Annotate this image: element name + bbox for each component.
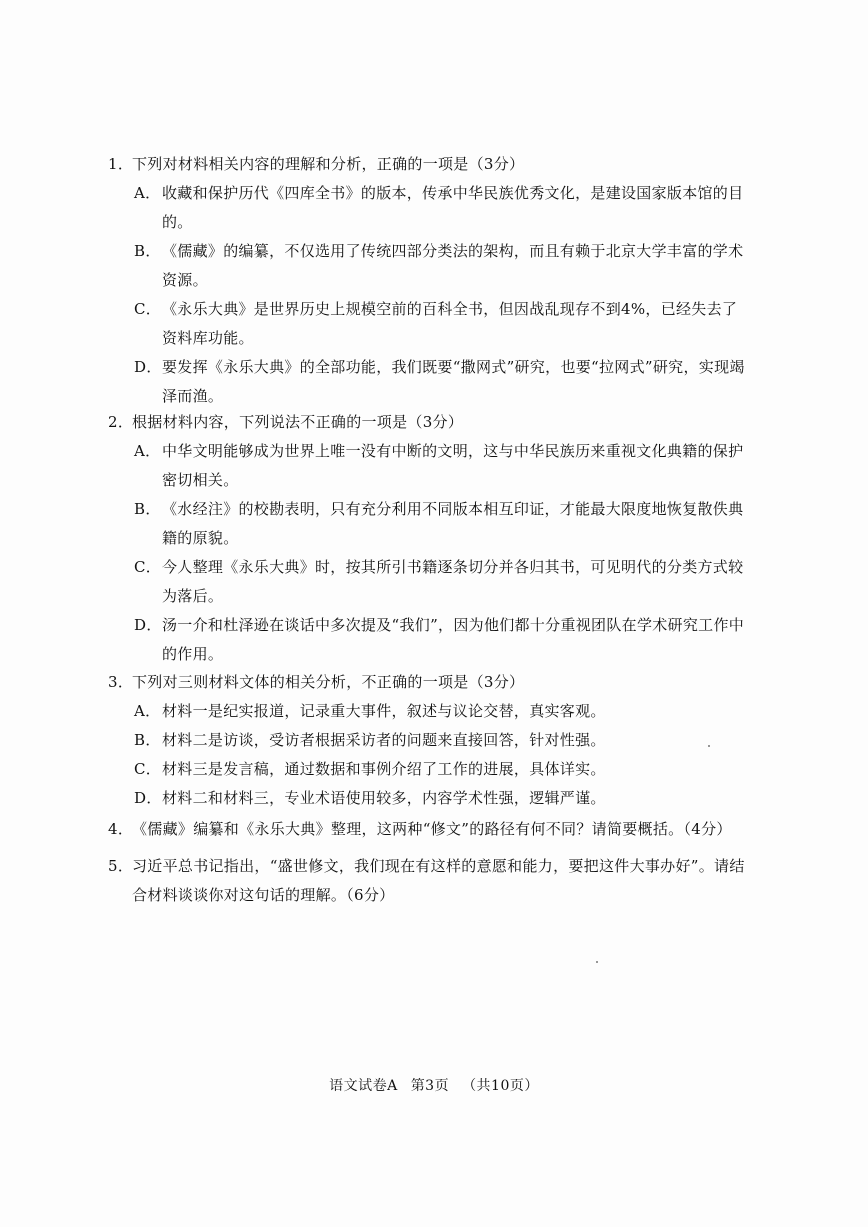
- page-total: （共10页）: [462, 1078, 539, 1094]
- page-footer: [0, 1075, 868, 1095]
- question-2-number: 2．: [108, 413, 134, 431]
- option-text: 材料三是发言稿，通过数据和事例介绍了工作的进展，具体详实。: [162, 760, 606, 778]
- question-3-option-a: [134, 697, 748, 726]
- question-2-option-d: [134, 611, 748, 669]
- question-1-number: 1．: [108, 155, 134, 173]
- option-letter: B．: [134, 731, 161, 749]
- question-1-option-a: [134, 179, 748, 237]
- page-number: 第3页: [410, 1078, 450, 1094]
- question-2-text: 根据材料内容，下列说法不正确的一项是（3分）: [132, 413, 464, 431]
- question-1-text: 下列对材料相关内容的理解和分析，正确的一项是（3分）: [132, 155, 525, 173]
- option-letter: D．: [134, 358, 162, 376]
- scan-speck: [596, 961, 598, 963]
- question-4: [108, 815, 748, 844]
- question-2-option-c: [134, 553, 748, 611]
- question-1-option-c: [134, 295, 748, 353]
- option-letter: A．: [134, 702, 161, 720]
- option-text: 材料二是访谈，受访者根据采访者的问题来直接回答，针对性强。: [162, 731, 606, 749]
- question-2: [108, 408, 748, 669]
- option-letter: D．: [134, 789, 162, 807]
- option-text: 材料二和材料三，专业术语使用较多，内容学术性强，逻辑严谨。: [162, 789, 606, 807]
- option-text: 中华文明能够成为世界上唯一没有中断的文明，这与中华民族历来重视文化典籍的保护密切相关。: [162, 442, 744, 489]
- question-2-option-a: [134, 437, 748, 495]
- option-letter: C．: [134, 760, 162, 778]
- question-3: [108, 668, 748, 813]
- question-3-stem: [108, 668, 748, 697]
- option-text: 汤一介和杜泽逊在谈话中多次提及“我们”，因为他们都十分重视团队在学术研究工作中的作用。: [162, 616, 745, 663]
- option-text: 材料一是纪实报道，记录重大事件，叙述与议论交替，真实客观。: [162, 702, 606, 720]
- scan-speck: [708, 745, 710, 747]
- question-3-option-c: [134, 755, 748, 784]
- option-text: 今人整理《永乐大典》时，按其所引书籍逐条切分并各归其书，可见明代的分类方式较为落后。: [162, 558, 744, 605]
- option-letter: A．: [134, 184, 161, 202]
- option-text: 要发挥《永乐大典》的全部功能，我们既要“撒网式”研究，也要“拉网式”研究，实现竭泽而渔。: [162, 358, 745, 405]
- question-1: [108, 150, 748, 411]
- option-letter: C．: [134, 300, 162, 318]
- question-1-stem: [108, 150, 748, 179]
- question-4-number: 4．: [108, 820, 134, 838]
- option-letter: D．: [134, 616, 162, 634]
- question-5-stem: [108, 852, 748, 910]
- option-text: 收藏和保护历代《四库全书》的版本，传承中华民族优秀文化，是建设国家版本馆的目的。: [162, 184, 744, 231]
- question-1-option-b: [134, 237, 748, 295]
- exam-title: 语文试卷A: [329, 1078, 398, 1094]
- question-3-text: 下列对三则材料文体的相关分析，不正确的一项是（3分）: [132, 673, 525, 691]
- question-2-stem: [108, 408, 748, 437]
- question-3-number: 3．: [108, 673, 134, 691]
- option-letter: B．: [134, 500, 161, 518]
- question-5-text: 习近平总书记指出，“盛世修文，我们现在有这样的意愿和能力，要把这件大事办好”。请结合材料谈谈你对这句话的理解。（6分）: [132, 857, 745, 904]
- option-letter: B．: [134, 242, 161, 260]
- question-5-number: 5．: [108, 857, 134, 875]
- option-letter: A．: [134, 442, 161, 460]
- option-text: 《儒藏》的编纂，不仅选用了传统四部分类法的架构，而且有赖于北京大学丰富的学术资源。: [162, 242, 744, 289]
- option-text: 《水经注》的校勘表明，只有充分利用不同版本相互印证，才能最大限度地恢复散佚典籍的原貌。: [162, 500, 744, 547]
- question-2-option-b: [134, 495, 748, 553]
- question-3-option-d: [134, 784, 748, 813]
- option-text: 《永乐大典》是世界历史上规模空前的百科全书，但因战乱现存不到4%，已经失去了资料库功能。: [162, 300, 738, 347]
- question-4-text: 《儒藏》编纂和《永乐大典》整理，这两种“修文”的路径有何不同？请简要概括。（4分）: [132, 820, 732, 838]
- question-1-option-d: [134, 353, 748, 411]
- option-letter: C．: [134, 558, 162, 576]
- question-5: [108, 852, 748, 910]
- question-3-option-b: [134, 726, 748, 755]
- question-4-stem: [108, 815, 748, 844]
